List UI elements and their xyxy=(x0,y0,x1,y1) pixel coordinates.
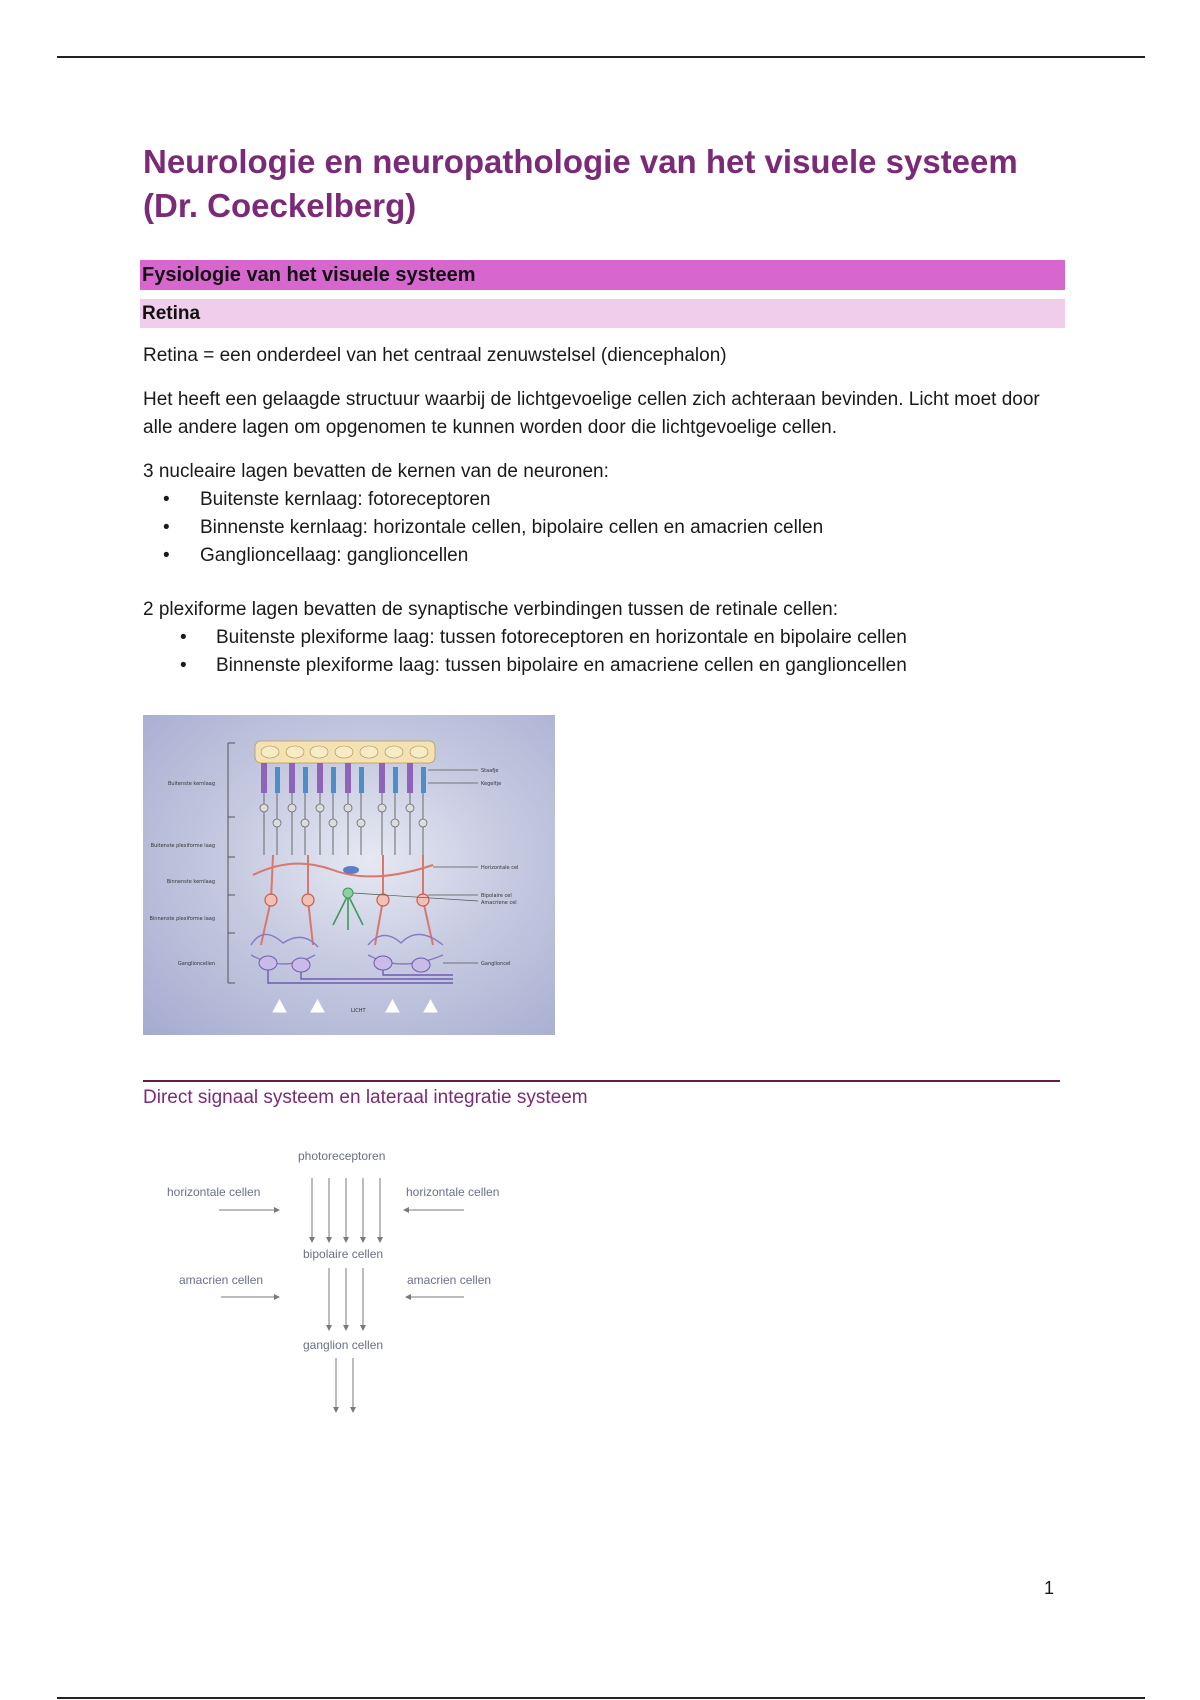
figure-label: Ganglioncellen xyxy=(177,961,215,967)
diagram-label-horizontal-right: horizontale cellen xyxy=(406,1185,500,1199)
horizontal-cell xyxy=(343,866,359,874)
figure-label: Binnenste kernlaag xyxy=(166,879,215,885)
diagram-arrows xyxy=(219,1178,464,1412)
signal-system-diagram xyxy=(143,1140,543,1440)
photoreceptors xyxy=(260,763,427,855)
plexiform-layers-list xyxy=(143,624,1063,680)
paragraph-layered-structure: Het heeft een gelaagde structuur waarbij de lichtgevoelige cellen zich achteraan bevinden. Licht moet door alle andere lagen om opgenomen te kunnen worden door die lichtgevoelige cellen. xyxy=(143,389,1040,438)
top-rule xyxy=(57,56,1145,58)
figure-label: Amacriene cel xyxy=(481,900,517,906)
document-title: Neurologie en neuropathologie van het visuele systeem (Dr. Coeckelberg) xyxy=(143,143,1018,224)
layer-bracket xyxy=(228,743,235,983)
figure-label: Kegeltje xyxy=(481,781,502,787)
heading3-block xyxy=(143,1080,1060,1112)
list-item: • Buitenste plexiforme laag: tussen fotoreceptoren en horizontale en bipolaire cellen xyxy=(143,624,1063,652)
subsection-heading: Retina xyxy=(140,299,1065,328)
document-body xyxy=(143,140,1063,680)
figure-label: Buitenste kernlaag xyxy=(167,781,215,787)
figure-label: Bipolaire cel xyxy=(481,893,512,899)
retina-layers-figure xyxy=(143,715,555,1035)
figure-label: LICHT xyxy=(351,1008,366,1014)
amacrine-cell xyxy=(333,895,363,930)
figure-label: Horizontale cel xyxy=(481,865,519,871)
paragraph-retina-definition: Retina = een onderdeel van het centraal zenuwstelsel (diencephalon) xyxy=(143,345,727,366)
diagram-label-amacrine-left: amacrien cellen xyxy=(179,1273,264,1287)
list-item: • Binnenste plexiforme laag: tussen bipolaire en amacriene cellen en ganglioncellen xyxy=(143,652,1063,680)
figure-label: Binnenste plexiforme laag xyxy=(149,916,215,922)
paragraph-nuclear-layers: 3 nucleaire lagen bevatten de kernen van de neuronen: xyxy=(143,461,609,482)
section-heading: Fysiologie van het visuele systeem xyxy=(140,260,1065,290)
ganglion-dendrites xyxy=(251,934,443,964)
page-number: 1 xyxy=(1044,1578,1055,1598)
diagram-label-photoreceptors: photoreceptoren xyxy=(298,1149,386,1163)
figure-label: Buitenste plexiforme laag xyxy=(150,843,215,849)
list-item: • Ganglioncellaag: ganglioncellen xyxy=(143,542,1063,570)
diagram-label-bipolar: bipolaire cellen xyxy=(303,1247,384,1261)
pigment-epithelium xyxy=(255,741,435,763)
diagram-label-ganglion: ganglion cellen xyxy=(303,1338,384,1352)
list-item: • Binnenste kernlaag: horizontale cellen, bipolaire cellen en amacrien cellen xyxy=(143,514,1063,542)
list-item: • Buitenste kernlaag: fotoreceptoren xyxy=(143,486,1063,514)
bottom-rule xyxy=(57,1697,1145,1699)
nuclear-layers-list xyxy=(143,486,1063,570)
figure-label: Ganglioncel xyxy=(481,961,511,967)
heading-rule xyxy=(143,1080,1060,1082)
heading3: Direct signaal systeem en lateraal integratie systeem xyxy=(143,1087,588,1108)
diagram-label-horizontal-left: horizontale cellen xyxy=(167,1185,261,1199)
diagram-label-amacrine-right: amacrien cellen xyxy=(407,1273,492,1287)
figure-label: Staafje xyxy=(481,768,499,774)
paragraph-plexiform-layers: 2 plexiforme lagen bevatten de synaptische verbindingen tussen de retinale cellen: xyxy=(143,599,839,620)
